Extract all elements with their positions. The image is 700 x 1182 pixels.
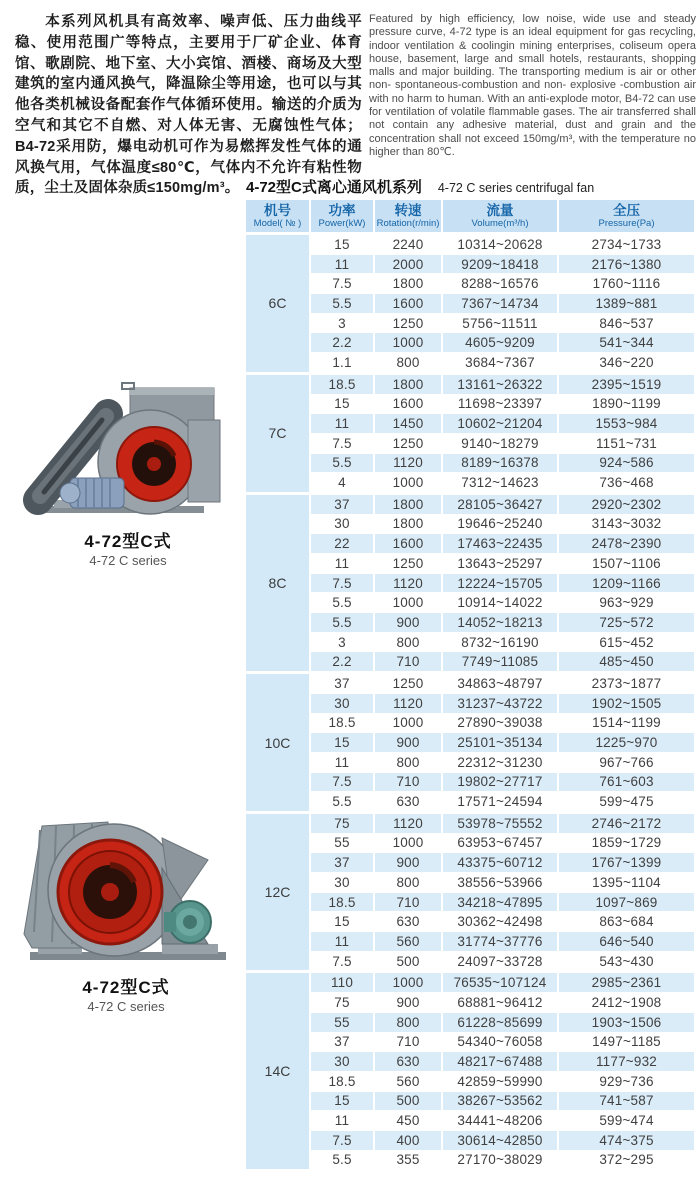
data-cell: 346~220 [559,353,694,372]
data-cell: 1800 [375,515,441,534]
data-cell: 1000 [375,834,441,853]
data-cell: 1800 [375,375,441,394]
data-cell: 8189~16378 [443,454,557,473]
data-cell: 2240 [375,235,441,254]
data-cell: 560 [375,932,441,951]
data-cell: 2478~2390 [559,534,694,553]
data-cell: 543~430 [559,952,694,971]
data-cell: 61228~85699 [443,1013,557,1032]
section-title-chinese: 4-72型C式离心通风机系列 [246,179,422,196]
data-cell: 800 [375,1013,441,1032]
data-cell: 34218~47895 [443,893,557,912]
header-model [246,200,309,232]
data-cell: 38556~53966 [443,873,557,892]
data-cell: 560 [375,1072,441,1091]
model-cell: 12C [246,814,309,971]
intro-paragraph-chinese [15,12,362,199]
data-cell: 900 [375,993,441,1012]
data-cell: 37 [311,1033,373,1052]
data-cell: 5.5 [311,613,373,632]
data-cell: 30 [311,873,373,892]
data-cell: 1600 [375,395,441,414]
header-power-cn: 功率 [328,203,356,218]
data-cell: 30 [311,1052,373,1071]
data-cell: 2.2 [311,333,373,352]
data-cell: 1600 [375,534,441,553]
data-cell: 42859~59990 [443,1072,557,1091]
data-cell: 710 [375,893,441,912]
data-cell: 110 [311,973,373,992]
data-cell: 3143~3032 [559,515,694,534]
data-cell: 2000 [375,255,441,274]
data-cell: 3 [311,314,373,333]
data-cell: 500 [375,1092,441,1111]
data-cell: 1000 [375,973,441,992]
data-cell: 736~468 [559,473,694,492]
data-cell: 11 [311,1111,373,1130]
data-cell: 3684~7367 [443,353,557,372]
table-group-6C [246,235,694,372]
data-cell: 929~736 [559,1072,694,1091]
header-pressure-cn: 全压 [613,203,640,218]
data-cell: 800 [375,633,441,652]
data-cell: 630 [375,1052,441,1071]
section-title [246,176,594,197]
fan-table-body [246,235,694,1169]
data-cell: 1250 [375,314,441,333]
data-cell: 7.5 [311,434,373,453]
data-cell: 27170~38029 [443,1151,557,1170]
data-cell: 1151~731 [559,434,694,453]
header-volume [443,200,557,232]
data-cell: 31774~37776 [443,932,557,951]
data-cell: 15 [311,235,373,254]
data-cell: 53978~75552 [443,814,557,833]
data-cell: 1859~1729 [559,834,694,853]
data-cell: 7749~11085 [443,652,557,671]
data-cell: 1250 [375,434,441,453]
header-power-en: Power(kW) [318,218,366,229]
data-cell: 599~474 [559,1111,694,1130]
data-cell: 2985~2361 [559,973,694,992]
data-cell: 1395~1104 [559,873,694,892]
data-cell: 55 [311,834,373,853]
data-cell: 1120 [375,454,441,473]
data-cell: 630 [375,792,441,811]
data-cell: 8288~16576 [443,274,557,293]
data-cell: 12224~15705 [443,574,557,593]
data-cell: 1250 [375,554,441,573]
data-cell: 2734~1733 [559,235,694,254]
data-cell: 500 [375,952,441,971]
data-cell: 14052~18213 [443,613,557,632]
data-cell: 15 [311,395,373,414]
centrifugal-fan-image-1 [18,380,238,518]
product-1-caption-en: 4-72 C series [89,553,167,568]
data-cell: 1097~869 [559,893,694,912]
data-cell: 4 [311,473,373,492]
intro-chinese-text: 本系列风机具有高效率、噪声低、压力曲线平稳、使用范围广等特点，主要用于厂矿企业、体育馆、歌剧院、地下室、大小宾馆、酒楼、商场及大型建筑的室内通风换气，降温除尘等用途，也可以与其他各类机械设备配套作气体循环使用。输送的介质为空气和其它不自燃、对人体无害、无腐蚀性气体；B4-72采用防，爆电动机可作为易燃挥发性气体的通风换气用，气体温度≤80℃，气体内不允许有粘性物质，尘土及固体杂质≤150mg/m³。 [15,14,362,197]
data-cell: 10314~20628 [443,235,557,254]
data-cell: 1225~970 [559,733,694,752]
data-cell: 2176~1380 [559,255,694,274]
data-cell: 13643~25297 [443,554,557,573]
data-cell: 25101~35134 [443,733,557,752]
data-cell: 75 [311,814,373,833]
data-cell: 30362~42498 [443,912,557,931]
product-2-caption-en: 4-72 C series [87,999,165,1014]
data-cell: 31237~43722 [443,694,557,713]
data-cell: 1497~1185 [559,1033,694,1052]
data-cell: 8732~16190 [443,633,557,652]
model-cell: 10C [246,674,309,811]
data-cell: 1800 [375,274,441,293]
data-cell: 725~572 [559,613,694,632]
data-cell: 1389~881 [559,294,694,313]
data-cell: 76535~107124 [443,973,557,992]
data-cell: 474~375 [559,1131,694,1150]
data-cell: 7.5 [311,574,373,593]
data-cell: 7312~14623 [443,473,557,492]
data-cell: 54340~76058 [443,1033,557,1052]
data-cell: 900 [375,853,441,872]
table-group-12C [246,814,694,971]
data-cell: 11 [311,414,373,433]
data-cell: 5.5 [311,1151,373,1170]
model-cell: 7C [246,375,309,492]
data-cell: 5756~11511 [443,314,557,333]
data-cell: 17463~22435 [443,534,557,553]
data-cell: 1000 [375,593,441,612]
data-cell: 37 [311,853,373,872]
table-group-14C [246,973,694,1169]
data-cell: 34863~48797 [443,674,557,693]
data-cell: 967~766 [559,753,694,772]
data-cell: 800 [375,753,441,772]
data-cell: 19802~27717 [443,773,557,792]
data-cell: 924~586 [559,454,694,473]
data-cell: 900 [375,733,441,752]
data-cell: 900 [375,613,441,632]
model-cell: 8C [246,495,309,671]
data-cell: 55 [311,1013,373,1032]
data-cell: 75 [311,993,373,1012]
data-cell: 2412~1908 [559,993,694,1012]
data-cell: 15 [311,733,373,752]
data-cell: 11 [311,932,373,951]
product-photo-1 [18,380,238,568]
data-cell: 37 [311,674,373,693]
data-cell: 761~603 [559,773,694,792]
table-group-7C [246,375,694,492]
data-cell: 11698~23397 [443,395,557,414]
data-cell: 541~344 [559,333,694,352]
data-cell: 400 [375,1131,441,1150]
data-cell: 9209~18418 [443,255,557,274]
header-rotation-en: Rotation(r/min) [376,218,440,229]
data-cell: 599~475 [559,792,694,811]
data-cell: 1760~1116 [559,274,694,293]
data-cell: 1890~1199 [559,395,694,414]
data-cell: 2395~1519 [559,375,694,394]
data-cell: 3 [311,633,373,652]
data-cell: 7.5 [311,1131,373,1150]
model-cell: 6C [246,235,309,372]
data-cell: 1903~1506 [559,1013,694,1032]
data-cell: 1507~1106 [559,554,694,573]
data-cell: 1000 [375,473,441,492]
data-cell: 22 [311,534,373,553]
data-cell: 24097~33728 [443,952,557,971]
intro-paragraph-english: Featured by high efficiency, low noise, wide use and steady pressure curve, 4-72 type is an ideal equipment for gas recycling, indoor ventilation & coolingin mining enterprises, coliseum opera house, basement, large and small hotels, restaurants, shopping malls and major building. The transporting medium is air or other non- spontaneous-combustion and non- explosive -combustion air with no harm to human. With an anti-explode motor, B4-72 can use for ventilation of volatile flammable gases. The air transferred shall not contain any adhesive material, dust and grain and the concentration shall not exceed 150mg/m³, with the temperature no higher than 80℃. [369,13,696,158]
data-cell: 11 [311,255,373,274]
data-cell: 630 [375,912,441,931]
data-cell: 355 [375,1151,441,1170]
data-cell: 1120 [375,574,441,593]
data-cell: 1120 [375,694,441,713]
spec-table [246,200,694,1169]
data-cell: 17571~24594 [443,792,557,811]
data-cell: 11 [311,753,373,772]
data-cell: 27890~39038 [443,714,557,733]
data-cell: 7367~14734 [443,294,557,313]
data-cell: 38267~53562 [443,1092,557,1111]
header-model-cn: 机号 [264,203,291,218]
data-cell: 863~684 [559,912,694,931]
data-cell: 10602~21204 [443,414,557,433]
data-cell: 13161~26322 [443,375,557,394]
data-cell: 11 [311,554,373,573]
data-cell: 18.5 [311,375,373,394]
data-cell: 1000 [375,714,441,733]
data-cell: 372~295 [559,1151,694,1170]
data-cell: 1514~1199 [559,714,694,733]
data-cell: 2.2 [311,652,373,671]
data-cell: 15 [311,1092,373,1111]
data-cell: 5.5 [311,454,373,473]
data-cell: 485~450 [559,652,694,671]
data-cell: 1177~932 [559,1052,694,1071]
data-cell: 10914~14022 [443,593,557,612]
header-rotation-cn: 转速 [394,203,422,218]
data-cell: 1120 [375,814,441,833]
data-cell: 5.5 [311,792,373,811]
data-cell: 4605~9209 [443,333,557,352]
data-cell: 9140~18279 [443,434,557,453]
data-cell: 846~537 [559,314,694,333]
data-cell: 2373~1877 [559,674,694,693]
data-cell: 18.5 [311,714,373,733]
data-cell: 800 [375,873,441,892]
table-header-row [246,200,694,232]
data-cell: 1553~984 [559,414,694,433]
data-cell: 2920~2302 [559,495,694,514]
data-cell: 1902~1505 [559,694,694,713]
data-cell: 710 [375,652,441,671]
table-group-10C [246,674,694,811]
data-cell: 63953~67457 [443,834,557,853]
header-power [311,200,373,232]
data-cell: 1767~1399 [559,853,694,872]
data-cell: 15 [311,912,373,931]
data-cell: 1600 [375,294,441,313]
data-cell: 43375~60712 [443,853,557,872]
header-rotation [375,200,441,232]
data-cell: 450 [375,1111,441,1130]
header-model-en: Model( № ) [253,218,302,229]
product-1-caption-cn: 4-72型C式 [84,532,172,551]
data-cell: 28105~36427 [443,495,557,514]
data-cell: 7.5 [311,952,373,971]
data-cell: 963~929 [559,593,694,612]
data-cell: 741~587 [559,1092,694,1111]
data-cell: 5.5 [311,294,373,313]
header-pressure-en: Pressure(Pa) [598,218,655,229]
data-cell: 710 [375,773,441,792]
data-cell: 5.5 [311,593,373,612]
header-volume-en: Volume(m³/h) [471,218,529,229]
data-cell: 1.1 [311,353,373,372]
data-cell: 1250 [375,674,441,693]
data-cell: 615~452 [559,633,694,652]
data-cell: 2746~2172 [559,814,694,833]
data-cell: 1000 [375,333,441,352]
data-cell: 646~540 [559,932,694,951]
header-volume-cn: 流量 [486,203,514,218]
data-cell: 48217~67488 [443,1052,557,1071]
data-cell: 18.5 [311,893,373,912]
product-photo-2 [12,816,240,1014]
data-cell: 7.5 [311,773,373,792]
table-group-8C [246,495,694,671]
data-cell: 68881~96412 [443,993,557,1012]
data-cell: 30 [311,515,373,534]
data-cell: 710 [375,1033,441,1052]
section-title-english: 4-72 C series centrifugal fan [437,181,595,195]
data-cell: 1450 [375,414,441,433]
data-cell: 22312~31230 [443,753,557,772]
data-cell: 800 [375,353,441,372]
data-cell: 30614~42850 [443,1131,557,1150]
data-cell: 1209~1166 [559,574,694,593]
data-cell: 37 [311,495,373,514]
product-2-caption-cn: 4-72型C式 [82,978,170,997]
data-cell: 7.5 [311,274,373,293]
header-pressure [559,200,694,232]
data-cell: 34441~48206 [443,1111,557,1130]
data-cell: 19646~25240 [443,515,557,534]
data-cell: 18.5 [311,1072,373,1091]
centrifugal-fan-image-2 [12,816,240,964]
data-cell: 1800 [375,495,441,514]
data-cell: 30 [311,694,373,713]
model-cell: 14C [246,973,309,1169]
